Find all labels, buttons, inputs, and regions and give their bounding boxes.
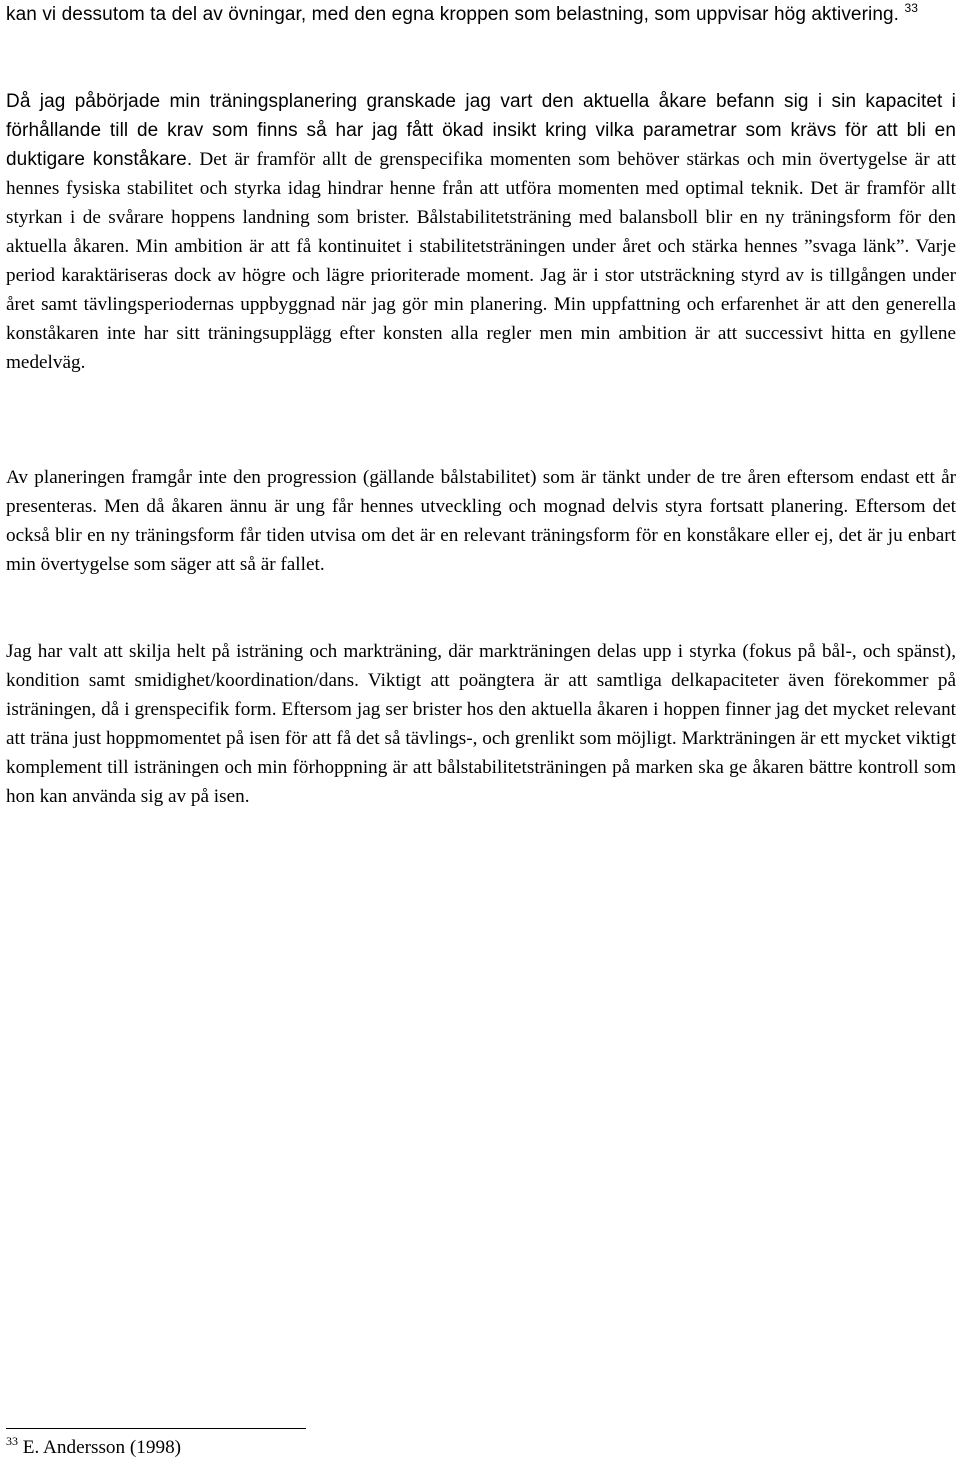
footnote-number: 33 xyxy=(6,1434,18,1448)
footnote-divider xyxy=(6,1428,306,1429)
paragraph-training-text: Jag har valt att skilja helt på isträning och markträning, där markträningen delas upp i styrka (fokus på bål-, och spänst), kondition samt smidighet/koordination/dans. Viktigt att poängtera är att samtliga delkapaciteter även förekommer på isträningen, då i grenspecifik form. Eftersom jag ser brister hos den aktuella åkaren i hoppen finner jag det mycket relevant att träna just hoppmomentet på isen för att få det så tävlings-, och grenlikt som möjligt. Markträningen är ett mycket viktigt komplement till isträningen och min förhoppning är att bålstabilitetsträningen på marken ska ge åkaren bättre kontroll som hon kan använda sig av på isen. xyxy=(6,641,956,807)
paragraph-progression xyxy=(6,463,956,579)
footnote-reference: 33 xyxy=(904,1,919,15)
footnote xyxy=(6,1436,181,1460)
paragraph-continuation-text: kan vi dessutom ta del av övningar, med den egna kroppen som belastning, som uppvisar hög aktivering. xyxy=(6,4,900,25)
paragraph-planning-body: Det är framför allt de grenspecifika momenten som behöver stärkas och min övertygelse är att hennes fysiska stabilitet och styrka idag hindrar henne från att utföra momenten med optimal teknik. Det är framför allt styrkan i de svårare hoppens landning som brister. Bålstabilitetsträning med balansboll blir en ny träningsform för den aktuella åkaren. Min ambition är att få kontinuitet i stabilitetsträningen under året och stärka hennes ”svaga länk”. Varje period karaktäriseras dock av högre och lägre prioriterade moment. Jag är i stor utsträckning styrd av is tillgången under året samt tävlingsperiodernas uppbyggnad när jag gör min planering. Min uppfattning och erfarenhet är att den generella konståkaren inte har sitt träningsupplägg efter konsten alla regler men min ambition är att successivt hitta en gyllene medelväg. xyxy=(6,149,956,373)
paragraph-continuation xyxy=(6,0,956,29)
footnote-text: E. Andersson (1998) xyxy=(22,1437,182,1458)
paragraph-progression-text: Av planeringen framgår inte den progression (gällande bålstabilitet) som är tänkt under de tre åren eftersom endast ett år presenteras. Men då åkaren ännu är ung får hennes utveckling och mognad delvis styra fortsatt planering. Eftersom det också blir en ny träningsform får tiden utvisa om det är en relevant träningsform för en konståkare eller ej, det är ju enbart min övertygelse som säger att så är fallet. xyxy=(6,467,956,575)
paragraph-training xyxy=(6,637,956,811)
paragraph-planning-lead: Då jag påbörjade min träningsplanering granskade jag vart den aktuella åkare befann sig i sin kapacitet i förhållande till de krav som finns så har jag fått ökad insikt kring vilka parametrar som krävs för att bli en duktigare konståkare. xyxy=(6,91,956,170)
paragraph-planning xyxy=(6,87,956,377)
